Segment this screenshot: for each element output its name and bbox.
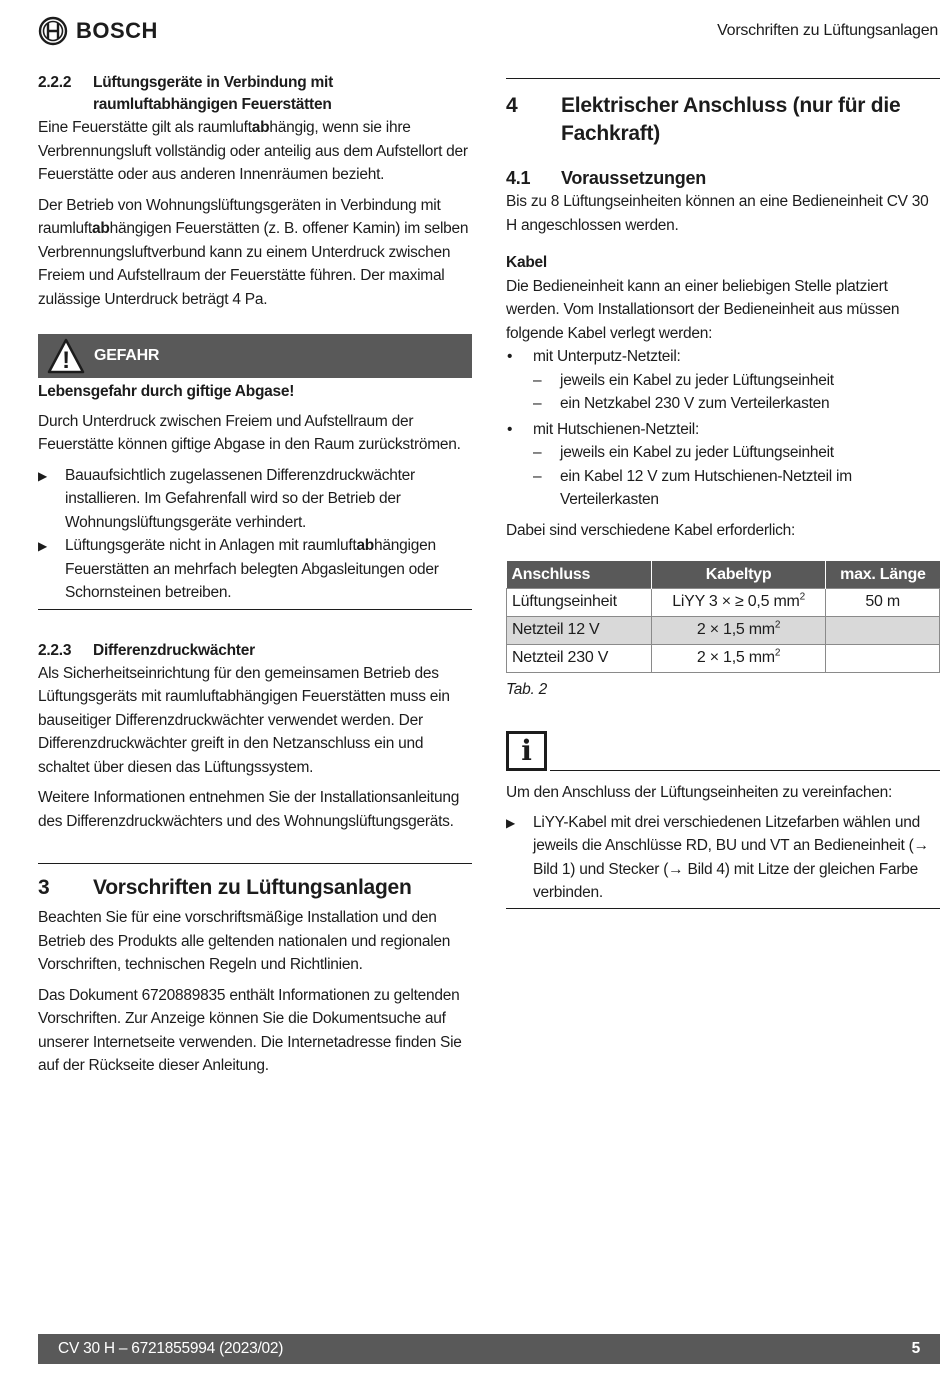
section-4-heading (506, 92, 940, 148)
table-cell (826, 644, 940, 672)
page-footer (38, 1334, 940, 1364)
paragraph: Weitere Informationen entnehmen Sie der Installationsanleitung des Differenzdruckwächters und des Wohnungslüftungsgeräts. (38, 789, 460, 830)
paragraph: Als Sicherheitseinrichtung für den gemeinsamen Betrieb des Lüftungsgeräts mit raumluftabhängigen Feuerstätten muss ein bauseitiger Differenzdruckwächter verwendet werden. Der Differenzdruckwächter greift in den Netzanschluss ein und schaltet über diesen das Lüftungssystem. (38, 664, 450, 776)
cable-table (506, 561, 940, 673)
list-item: – jeweils ein Kabel zu jeder Lüftungseinheit (533, 371, 834, 389)
divider (38, 863, 472, 864)
list-item: ▶ Lüftungsgeräte nicht in Anlagen mit raumluftabhängigen Feuerstätten an mehrfach belegten Abgasleitungen oder Schornsteinen betreiben. (38, 534, 472, 605)
left-column (38, 72, 472, 1085)
section-2-2-2-heading (38, 72, 472, 116)
list-item: • mit Unterputz-Netzteil: – jeweils ein Kabel zu jeder Lüftungseinheit – ein Netzkabel 230 V zum Verteilerkasten (506, 345, 940, 416)
paragraph: Der Betrieb von Wohnungslüftungsgeräten in Verbindung mit raumluftabhängigen Feuerstätten (z. B. offener Kamin) im selben Verbrennungsluftverbund kann zu einem Unterdruck zwischen Freiem und Aufstellraum der Feuerstätte führen. Der maximal zulässige Unterdruck beträgt 4 Pa. (38, 196, 469, 308)
danger-title: Lebensgefahr durch giftige Abgase! (38, 383, 295, 400)
running-title: Vorschriften zu Lüftungsanlagen (717, 22, 938, 39)
section-title: Differenzdruckwächter (93, 641, 255, 659)
bullet-icon: • (507, 420, 513, 438)
info-icon: i (506, 731, 547, 771)
warning-triangle-icon (38, 334, 94, 378)
paragraph: Bis zu 8 Lüftungseinheiten können an eine Bedieneinheit CV 30 H angeschlossen werden. (506, 193, 929, 234)
table-row (507, 588, 940, 616)
arrow-icon: ▶ (38, 539, 47, 553)
paragraph: Beachten Sie für eine vorschriftsmäßige Installation und den Betrieb des Produkts alle geltenden nationalen und regionalen Vorschriften, technischen Regeln und Richtlinien. (38, 909, 451, 973)
column-header: max. Länge (826, 561, 940, 588)
paragraph: Dabei sind verschiedene Kabel erforderlich: (506, 521, 796, 539)
table-cell: Lüftungseinheit (507, 588, 652, 616)
paragraph: Die Bedieneinheit kann an einer beliebigen Stelle platziert werden. Vom Installationsort der Bedieneinheit aus müssen folgende Kabel verlegt werden: (506, 277, 900, 342)
section-title: Voraussetzungen (561, 168, 706, 188)
divider (506, 908, 940, 909)
document-id: CV 30 H – 6721855994 (2023/02) (58, 1340, 284, 1358)
section-title: Elektrischer Anschluss (nur für die Fachkraft) (561, 94, 901, 145)
section-number: 2.2.2 (38, 74, 72, 91)
bullet-icon: • (507, 348, 513, 365)
info-header (506, 731, 940, 771)
list-item: • mit Hutschienen-Netzteil: – jeweils ein Kabel zu jeder Lüftungseinheit – ein Kabel 12 V zum Hutschienen-Netzteil im Verteilerkasten (506, 418, 940, 512)
divider (506, 78, 940, 79)
section-2-2-3-heading (38, 640, 472, 662)
table-header-row (507, 561, 940, 588)
section-3-heading (38, 874, 472, 902)
brand-logo (38, 16, 158, 46)
bosch-armature-icon (38, 16, 68, 46)
list-item: – jeweils ein Kabel zu jeder Lüftungseinheit (533, 444, 834, 461)
column-header: Kabeltyp (651, 561, 825, 588)
section-title: Lüftungsgeräte in Verbindung mit raumluftabhängigen Feuerstätten (93, 74, 333, 113)
section-number: 3 (38, 876, 50, 899)
table-row (507, 644, 940, 672)
arrow-icon: ▶ (38, 468, 47, 483)
table-cell: Netzteil 230 V (507, 644, 652, 672)
section-4-1-heading (506, 166, 940, 190)
table-row (507, 616, 940, 644)
table-cell (826, 616, 940, 644)
danger-text: Durch Unterdruck zwischen Freiem und Aufstellraum der Feuerstätte können giftige Abgase in den Raum zurückströmen. (38, 412, 461, 453)
table-cell: 2 × 1,5 $mm^2$ (651, 616, 825, 644)
info-steps (506, 811, 940, 905)
danger-label: GEFAHR (94, 347, 160, 365)
table-caption: Tab. 2 (506, 680, 548, 698)
danger-steps (38, 464, 472, 605)
table-cell: LiYY 3 × ≥ 0,5 $mm^2$ (651, 588, 825, 616)
list-item: – ein Kabel 12 V zum Hutschienen-Netzteil im Verteilerkasten (533, 467, 852, 508)
paragraph: Eine Feuerstätte gilt als raumluftabhängig, wenn sie ihre Verbrennungsluft vollständig oder anteilig aus dem Aufstellort der Feuerstätte oder aus anderen Innenräumen bezieht. (38, 119, 468, 183)
arrow-icon: ▶ (506, 815, 515, 830)
page-number: 5 (911, 1340, 920, 1358)
subheading-cable: Kabel (506, 254, 547, 271)
table-cell: 50 m (826, 588, 940, 616)
section-number: 4 (506, 94, 518, 117)
list-item: ▶ Bauaufsichtlich zugelassenen Differenzdruckwächter installieren. Im Gefahrenfall wird so der Betrieb der Wohnungslüftungsgeräte verhindert. (38, 464, 472, 535)
cable-list (506, 345, 940, 512)
danger-banner (38, 334, 472, 378)
info-text: Um den Anschluss der Lüftungseinheiten zu vereinfachen: (506, 784, 893, 801)
paragraph: Das Dokument 6720889835 enthält Informationen zu geltenden Vorschriften. Zur Anzeige können Sie die Dokumentsuche auf unserer Internetseite verwenden. Die Internetadresse finden Sie auf der Rückseite dieser Anleitung. (38, 986, 462, 1074)
table-cell: Netzteil 12 V (507, 616, 652, 644)
table-cell: 2 × 1,5 $mm^2$ (651, 644, 825, 672)
svg-text:!: ! (62, 347, 70, 374)
column-header: Anschluss (507, 561, 652, 588)
section-number: 4.1 (506, 168, 531, 188)
section-number: 2.2.3 (38, 641, 72, 659)
list-item: ▶ LiYY-Kabel mit drei verschiedenen Litzefarben wählen und jeweils die Anschlüsse RD, BU und VT an Bedieneinheit (→ Bild 1) und Stecker (→ Bild 4) mit Litze der gleichen Farbe verbinden. (506, 811, 940, 905)
section-title: Vorschriften zu Lüftungsanlagen (93, 876, 412, 899)
divider (550, 770, 940, 771)
brand-name: BOSCH (76, 18, 158, 43)
list-item: – ein Netzkabel 230 V zum Verteilerkasten (533, 395, 830, 412)
right-column (506, 78, 940, 909)
